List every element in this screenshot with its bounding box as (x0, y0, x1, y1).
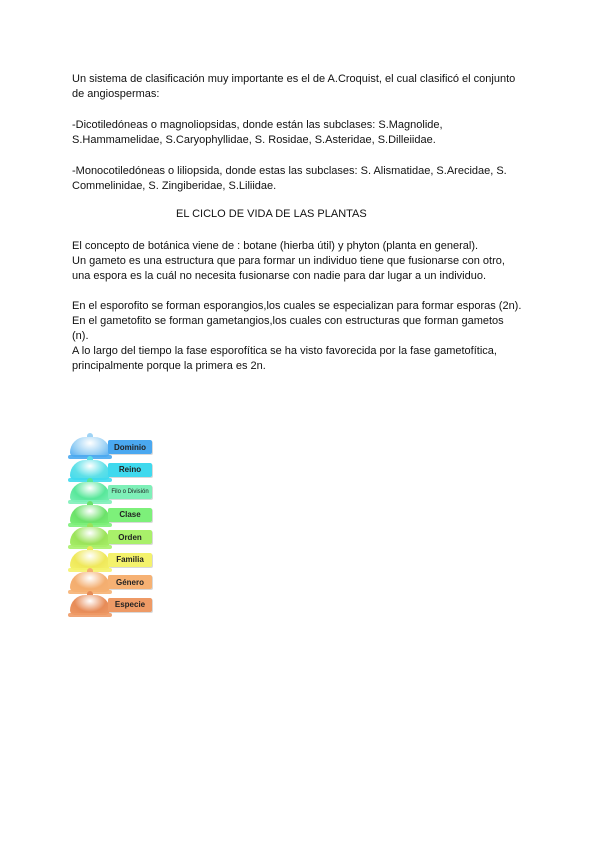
taxonomy-level-label: Dominio (108, 440, 152, 454)
text-line: En el gametofito se forman gametangios,los cuales con estructuras que forman gametos (72, 315, 504, 327)
text-line: una espora es la cuál no necesita fusionarse con nadie para dar lugar a un individuo. (72, 270, 486, 282)
text-line: -Dicotiledóneas o magnoliopsidas, donde están las subclases: S.Magnolide, (72, 119, 443, 131)
taxonomy-level-label: Familia (108, 553, 152, 567)
taxonomy-level-label: Clase (108, 508, 152, 522)
text-line: (n). (72, 330, 89, 342)
text-line: A lo largo del tiempo la fase esporofítica se ha visto favorecida por la fase gametofítica, (72, 345, 497, 357)
text-line: Un sistema de clasificación muy importante es el de A.Croquist, el cual clasificó el conjunto (72, 73, 516, 85)
paragraph-classification-intro (72, 72, 542, 102)
taxonomy-level-bell-icon (68, 594, 112, 618)
text-line: En el esporofito se forman esporangios,los cuales se especializan para formar esporas (2n). (72, 300, 522, 312)
text-line: principalmente porque la primera es 2n. (72, 360, 266, 372)
text-line: Un gameto es una estructura que para formar un individuo tiene que fusionarse con otro, (72, 255, 505, 267)
text-line: El concepto de botánica viene de : botane (hierba útil) y phyton (planta en general). (72, 240, 479, 252)
text-line: -Monocotiledóneas o liliopsida, donde estas las subclases: S. Alismatidae, S.Arecidae, S. (72, 165, 507, 177)
taxonomy-level-label: Filo o División (108, 485, 152, 499)
text-line: de angiospermas: (72, 88, 160, 100)
paragraph-botany-concept (72, 239, 542, 284)
taxonomy-level-label: Reino (108, 463, 152, 477)
taxonomy-level-label: Orden (108, 530, 152, 544)
paragraph-dicotyledons (72, 118, 542, 148)
paragraph-monocotyledons (72, 164, 542, 194)
text-line: Commelinidae, S. Zingiberidae, S.Liliidae. (72, 180, 277, 192)
section-heading: EL CICLO DE VIDA DE LAS PLANTAS (176, 208, 367, 220)
paragraph-life-cycle (72, 299, 542, 374)
taxonomy-hierarchy-diagram (68, 432, 168, 624)
text-line: S.Hammamelidae, S.Caryophyllidae, S. Rosidae, S.Asteridae, S.Dilleiidae. (72, 134, 436, 146)
taxonomy-level-label: Especie (108, 598, 152, 612)
taxonomy-level-label: Género (108, 575, 152, 589)
